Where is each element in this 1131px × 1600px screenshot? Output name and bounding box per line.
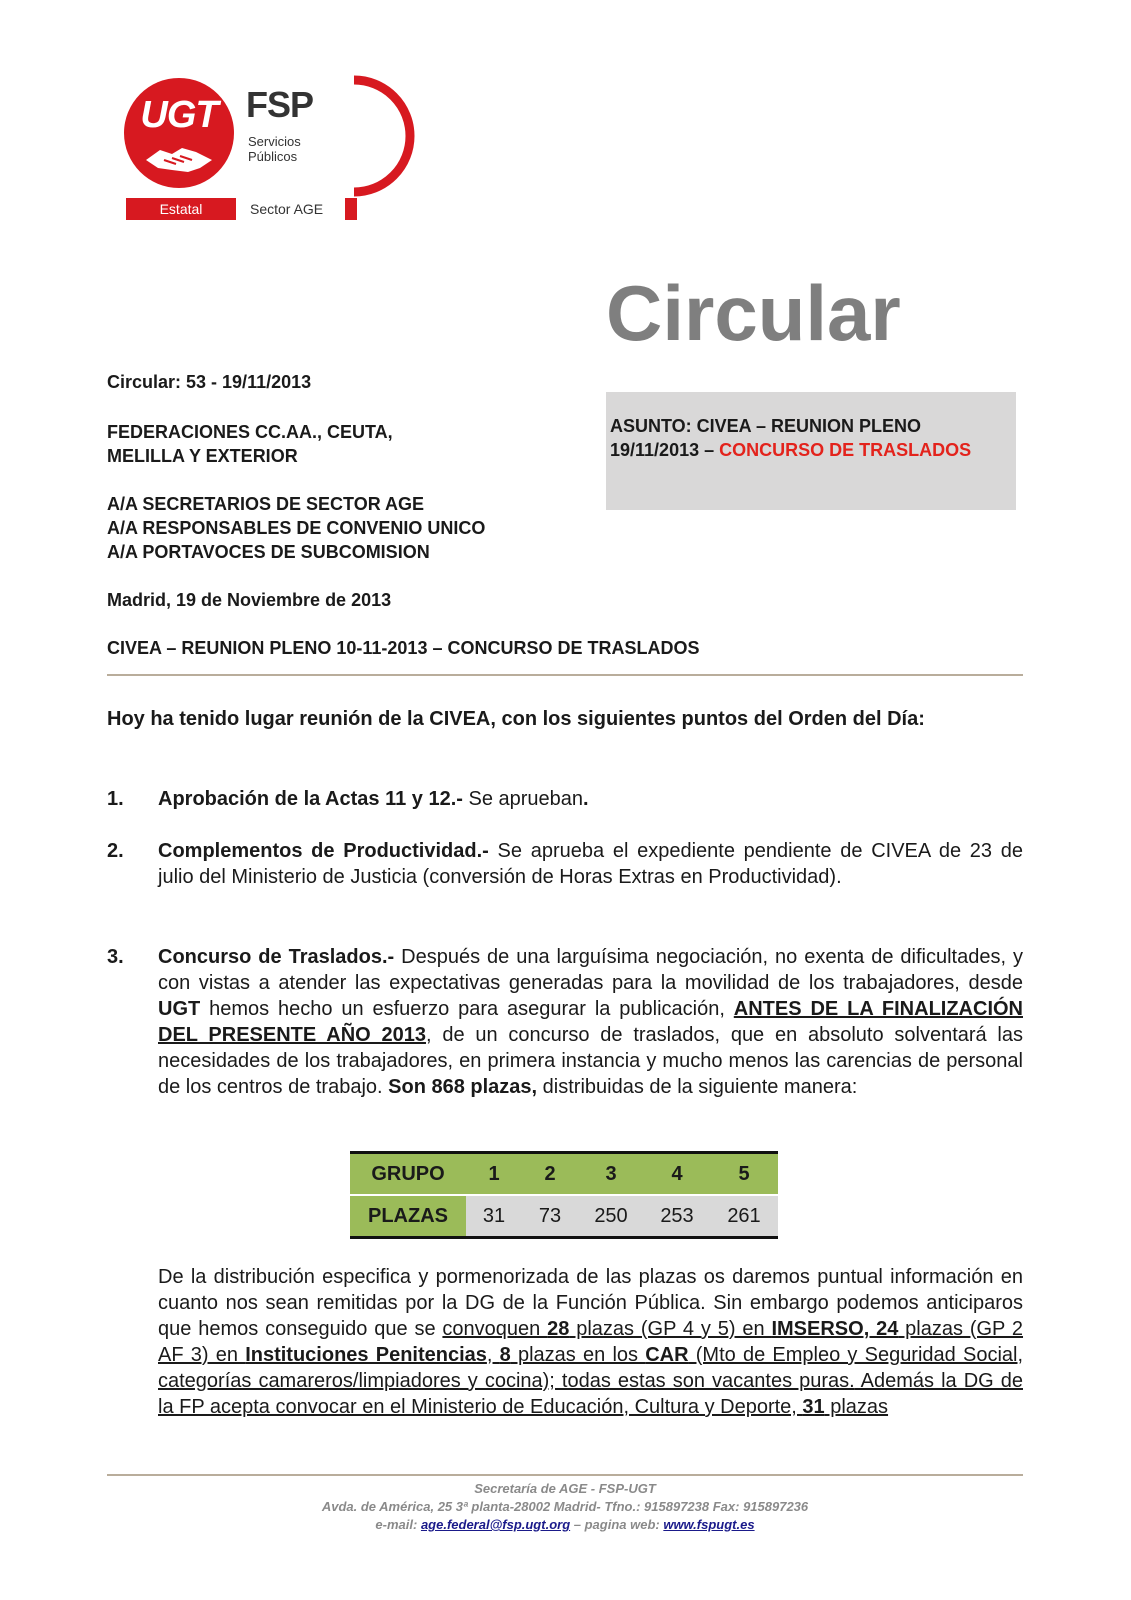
item-3-deadline: ANTES DE LA FINALIZACIÓN DEL PRESENTE AÑO 2013 — [158, 998, 1023, 1046]
intro-paragraph: Hoy ha tenido lugar reunión de la CIVEA, con los siguientes puntos del Orden del Día: — [107, 708, 925, 730]
table-group-cell: 2 — [522, 1153, 578, 1196]
asunto-part-2: CONCURSO DE TRASLADOS — [719, 440, 972, 460]
dist-u-6: (Mto de Empleo y Seguridad Social, categorías camareros/limpiadores y cocina); todas estas son vacantes puras. — [158, 1344, 1024, 1392]
item-3-plazas-total: Son 868 plazas, — [388, 1076, 538, 1098]
dist-instituciones: Instituciones Penitencias — [245, 1344, 487, 1366]
footer-web-label: – pagina web: — [570, 1517, 664, 1532]
ugt-fsp-logo — [124, 74, 364, 226]
sector-label: Sector AGE — [250, 201, 324, 217]
footer — [107, 1480, 1023, 1534]
plazas-table — [350, 1151, 778, 1239]
asunto-part-1: ASUNTO: CIVEA – REUNION PLENO 19/11/2013 – — [610, 416, 922, 460]
footer-web-link[interactable]: www.fspugt.es — [663, 1517, 755, 1532]
footer-email-label: e-mail: — [375, 1517, 421, 1532]
item-2-body — [158, 838, 1023, 890]
item-2-number: 2. — [107, 840, 124, 862]
dist-u-4: , — [486, 1344, 500, 1366]
attention-line-3: A/A PORTAVOCES DE SUBCOMISION — [107, 542, 430, 562]
date-line: Madrid, 19 de Noviembre de 2013 — [107, 590, 392, 610]
item-1-number: 1. — [107, 788, 124, 810]
table-group-cell: 5 — [710, 1153, 778, 1196]
item-2-text: Se aprueba el expediente pendiente de CIVEA de 23 de julio del Ministerio de Justicia (conversión de Horas Extras en Productividad). — [158, 840, 1024, 888]
handshake-icon — [142, 138, 216, 178]
item-3-text-4: distribuidas de la siguiente manera: — [537, 1076, 858, 1098]
table-value-cell: 73 — [522, 1195, 578, 1238]
footer-email-link[interactable]: age.federal@fsp.ugt.org — [420, 1517, 571, 1532]
table-value-cell: 31 — [466, 1195, 522, 1238]
dist-imserso: IMSERSO, 24 — [771, 1318, 899, 1340]
item-3-text-1: Después de una larguísima negociación, no exenta de dificultades, y con vistas a atender las expectativas generadas para la movilidad de los trabajadores, desde — [158, 946, 1023, 994]
fsp-logo-text: FSP — [246, 84, 314, 125]
table-group-cell: 4 — [644, 1153, 710, 1196]
subject-line: CIVEA – REUNION PLENO 10-11-2013 – CONCURSO DE TRASLADOS — [107, 638, 700, 658]
document-title: Circular — [606, 269, 901, 357]
attention-line-1: A/A SECRETARIOS DE SECTOR AGE — [107, 494, 425, 514]
item-3-body — [158, 944, 1023, 1100]
table-group-cell: 1 — [466, 1153, 522, 1196]
header-divider — [107, 674, 1023, 676]
footer-divider — [107, 1474, 1023, 1476]
table-value-cell: 261 — [710, 1195, 778, 1238]
recipients-line-1: FEDERACIONES CC.AA., CEUTA, — [107, 422, 393, 442]
dist-text-1: De la distribución especifica y pormenorizada de las plazas os daremos puntual información en cuanto nos sean remitidas por la DG de la Función Pública. Sin embargo podemos anticiparos que hemos conseguido que se — [158, 1266, 1023, 1340]
sector-bar — [345, 198, 357, 220]
dist-u-3: plazas (GP 2 AF 3) en — [158, 1318, 1024, 1366]
table-value-cell: 253 — [644, 1195, 710, 1238]
attention-line-2: A/A RESPONSABLES DE CONVENIO UNICO — [107, 518, 486, 538]
estatal-badge: Estatal — [126, 198, 236, 220]
asunto-text — [610, 414, 1010, 462]
servicios-text: Servicios — [248, 134, 301, 149]
table-header-row — [350, 1153, 778, 1196]
distribution-paragraph — [158, 1264, 1023, 1420]
footer-line-2: Avda. de América, 25 3ª planta-28002 Madrid- Tfno.: 915897238 Fax: 915897236 — [321, 1499, 809, 1514]
item-1-title: Aprobación de la Actas 11 y 12.- — [158, 788, 463, 810]
circular-reference: Circular: 53 - 19/11/2013 — [107, 372, 312, 392]
publicos-text: Públicos — [248, 149, 298, 164]
item-1-body — [158, 786, 1023, 812]
fsp-arc-icon — [304, 74, 424, 198]
table-group-cell: 3 — [578, 1153, 644, 1196]
recipients-line-2: MELILLA Y EXTERIOR — [107, 446, 298, 466]
dist-u-5: plazas en los — [510, 1344, 646, 1366]
item-1-end: . — [583, 788, 589, 810]
dist-u-1: convoquen — [442, 1318, 548, 1340]
item-3-title: Concurso de Traslados.- — [158, 946, 395, 968]
dist-u-2: plazas (GP 4 y 5) en — [569, 1318, 772, 1340]
item-2-title: Complementos de Productividad.- — [158, 840, 489, 862]
footer-line-3 — [107, 1516, 1023, 1534]
item-3-text-3: , de un concurso de traslados, que en absoluto solventará las necesidades de los trabajadores, en primera instancia y mucho menos las carencias de personal de los centros de trabajo. — [158, 1024, 1024, 1098]
item-3-number: 3. — [107, 946, 124, 968]
dist-car: CAR — [645, 1344, 689, 1366]
item-3-text-2: hemos hecho un esfuerzo para asegurar la publicación, — [200, 998, 734, 1020]
dist-8: 8 — [499, 1344, 511, 1366]
table-value-cell: 250 — [578, 1195, 644, 1238]
fsp-subtitle — [248, 134, 301, 164]
table-values-row — [350, 1195, 778, 1238]
item-3-ugt: UGT — [158, 998, 201, 1020]
footer-line-1: Secretaría de AGE - FSP-UGT — [474, 1481, 656, 1496]
dist-text-3: plazas — [824, 1396, 889, 1418]
item-1-text: Se aprueban — [462, 788, 584, 810]
attention-block — [107, 492, 485, 564]
table-row-label: PLAZAS — [350, 1195, 466, 1238]
dist-28: 28 — [547, 1318, 570, 1340]
recipients-block — [107, 420, 393, 468]
dist-31: 31 — [802, 1396, 825, 1418]
table-header-label: GRUPO — [350, 1153, 466, 1196]
dist-text-2: Además la DG de la FP acepta convocar en el Ministerio de Educación, Cultura y Deporte, — [158, 1370, 1023, 1418]
ugt-logo-text: UGT — [140, 94, 218, 136]
